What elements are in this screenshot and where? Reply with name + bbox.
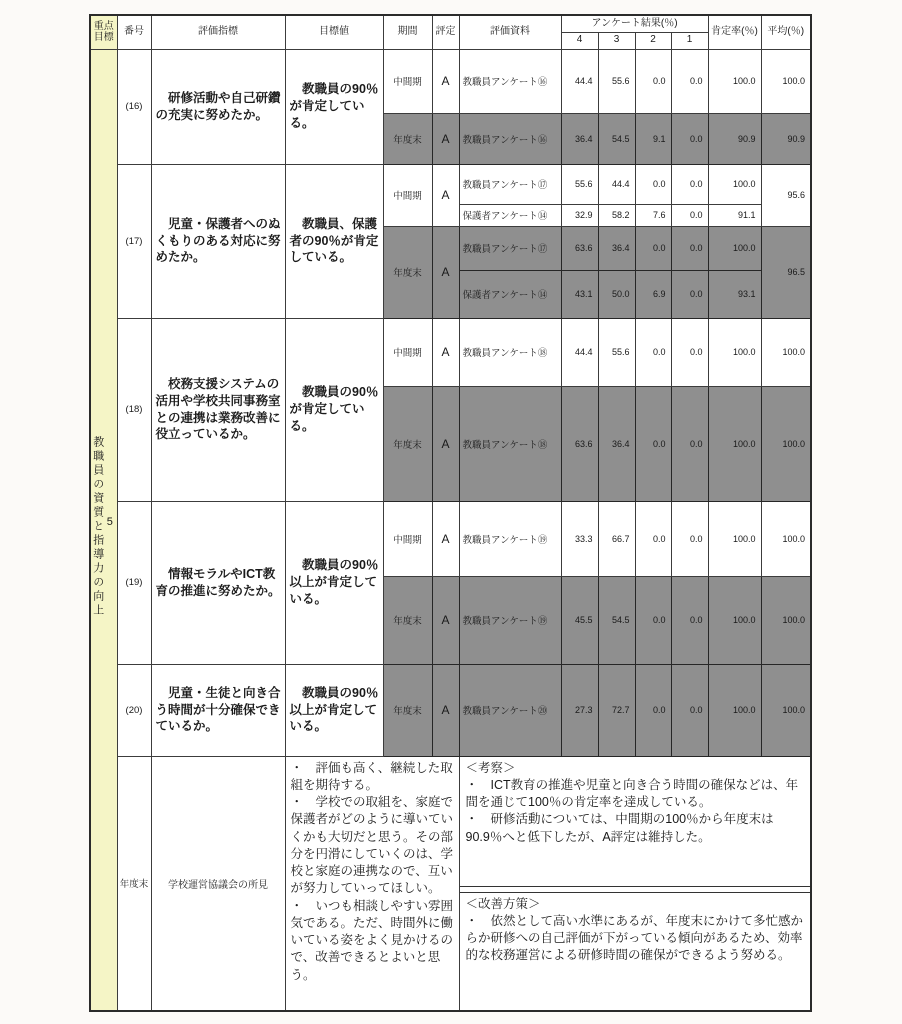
header-scale-1: 1: [671, 32, 708, 49]
row-17-end-parent-v4: 43.1: [561, 270, 598, 318]
row-18-mid-positive: 100.0: [708, 318, 761, 386]
row-18-end-material: 教職員アンケート⑱: [459, 386, 561, 501]
row-19-mid-period: 中間期: [383, 501, 432, 576]
improvement-title: ＜改善方策＞: [465, 896, 541, 911]
goal-text: 教職員の資質と指導力の向上: [91, 436, 104, 618]
analysis-cell: [459, 756, 811, 1011]
row-20-end-v3: 72.7: [598, 664, 635, 756]
evaluation-sheet: [89, 14, 812, 1012]
row-17-mid-staff-v1: 0.0: [671, 164, 708, 204]
row-18-end-v3: 36.4: [598, 386, 635, 501]
header-material: 評価資料: [459, 15, 561, 49]
footer-period: 年度末: [117, 756, 151, 1011]
row-19-end-period: 年度末: [383, 576, 432, 664]
row-17-end-average: 96.5: [761, 226, 811, 318]
row-17-end-staff-positive: 100.0: [708, 226, 761, 270]
row-19-mid-rating: A: [432, 501, 459, 576]
header-priority-goal: [90, 15, 117, 49]
row-16-mid-positive: 100.0: [708, 49, 761, 113]
row-16-target: 教職員の90％が肯定している。: [285, 49, 383, 164]
row-19-indicator: 情報モラルやICT教育の推進に努めたか。: [151, 501, 285, 664]
row-16-mid-rating: A: [432, 49, 459, 113]
row-20-end-v1: 0.0: [671, 664, 708, 756]
footer-row: [90, 756, 811, 1011]
row-16-end-material: 教職員アンケート⑯: [459, 113, 561, 164]
row-16-mid-average: 100.0: [761, 49, 811, 113]
row-18-end-v2: 0.0: [635, 386, 671, 501]
row-16-mid-material: 教職員アンケート⑯: [459, 49, 561, 113]
header-survey-result: アンケート結果(％): [561, 15, 708, 32]
row-17-end-parent-positive: 93.1: [708, 270, 761, 318]
row-19-mid-average: 100.0: [761, 501, 811, 576]
row-20-target: 教職員の90％以上が肯定している。: [285, 664, 383, 756]
row-16-end-rating: A: [432, 113, 459, 164]
row-17-mid-parent-v4: 32.9: [561, 204, 598, 226]
row-18-end-rating: A: [432, 386, 459, 501]
row-16-end-v2: 9.1: [635, 113, 671, 164]
row-19-mid-positive: 100.0: [708, 501, 761, 576]
row-19-mid-v1: 0.0: [671, 501, 708, 576]
row-17-mid-parent-material: 保護者アンケート⑭: [459, 204, 561, 226]
row-17-mid-staff-v2: 0.0: [635, 164, 671, 204]
row-18-end-v1: 0.0: [671, 386, 708, 501]
row-17-mid-parent-v1: 0.0: [671, 204, 708, 226]
header-scale-2: 2: [635, 32, 671, 49]
row-17-mid-staff-v3: 44.4: [598, 164, 635, 204]
row-19-midterm: [90, 501, 811, 576]
row-18-mid-v4: 44.4: [561, 318, 598, 386]
row-17-mid-rating: A: [432, 164, 459, 226]
row-19-target: 教職員の90％以上が肯定している。: [285, 501, 383, 664]
row-17-end-rating: A: [432, 226, 459, 318]
row-17-end-parent-v3: 50.0: [598, 270, 635, 318]
header-number: 番号: [117, 15, 151, 49]
row-19-end-rating: A: [432, 576, 459, 664]
row-17-mid-average: 95.6: [761, 164, 811, 226]
evaluation-table: [89, 14, 812, 1012]
row-19-end-v4: 45.5: [561, 576, 598, 664]
council-opinion-3: ・ いつも相談しやすい雰囲気である。ただ、時間外に働いている姿をよく見かけるので、改善できるとよいと思う。: [290, 898, 454, 982]
row-16-end-v3: 54.5: [598, 113, 635, 164]
improvement-item-1: ・ 依然として高い水準にあるが、年度末にかけて多忙感からか研修への自己評価が下がっている傾向があるため、効率的な校務運営による研修時間の確保ができるよう努める。: [465, 913, 804, 963]
consideration-box: [460, 757, 811, 887]
row-17-mid-staff-v4: 55.6: [561, 164, 598, 204]
improvement-box: [460, 892, 811, 1010]
row-20-yearend: [90, 664, 811, 756]
row-19-mid-v2: 0.0: [635, 501, 671, 576]
row-19-mid-material: 教職員アンケート⑲: [459, 501, 561, 576]
row-17-end-staff-v2: 0.0: [635, 226, 671, 270]
row-19-end-average: 100.0: [761, 576, 811, 664]
header-rating: 評定: [432, 15, 459, 49]
consideration-item-2: ・ 研修活動については、中間期の100％から年度末は90.9％へと低下したが、A評定は維持した。: [465, 812, 774, 844]
row-20-number: (20): [117, 664, 151, 756]
row-16-end-positive: 90.9: [708, 113, 761, 164]
row-16-end-average: 90.9: [761, 113, 811, 164]
row-19-mid-v3: 66.7: [598, 501, 635, 576]
row-17-indicator: 児童・保護者へのぬくもりのある対応に努めたか。: [151, 164, 285, 318]
row-20-indicator: 児童・生徒と向き合う時間が十分確保できているか。: [151, 664, 285, 756]
row-17-mid-period: 中間期: [383, 164, 432, 226]
row-17-mid-staff-material: 教職員アンケート⑰: [459, 164, 561, 204]
row-19-mid-v4: 33.3: [561, 501, 598, 576]
row-18-mid-v2: 0.0: [635, 318, 671, 386]
row-17-mid-staff-positive: 100.0: [708, 164, 761, 204]
row-19-end-v3: 54.5: [598, 576, 635, 664]
row-16-end-period: 年度末: [383, 113, 432, 164]
header-scale-3: 3: [598, 32, 635, 49]
row-17-end-staff-v4: 63.6: [561, 226, 598, 270]
row-17-end-parent-material: 保護者アンケート⑭: [459, 270, 561, 318]
row-18-end-average: 100.0: [761, 386, 811, 501]
consideration-item-1: ・ ICT教育の推進や児童と向き合う時間の確保などは、年間を通じて100％の肯定率を達成している。: [465, 777, 799, 809]
row-18-mid-v1: 0.0: [671, 318, 708, 386]
priority-goal-vertical-text: [92, 436, 116, 618]
row-17-end-staff-v3: 36.4: [598, 226, 635, 270]
row-17-number: (17): [117, 164, 151, 318]
row-18-end-positive: 100.0: [708, 386, 761, 501]
row-17-end-period: 年度末: [383, 226, 432, 318]
row-20-end-material: 教職員アンケート⑳: [459, 664, 561, 756]
row-16-end-v4: 36.4: [561, 113, 598, 164]
row-17-end-parent-v2: 6.9: [635, 270, 671, 318]
footer-source: 学校運営協議会の所見: [151, 756, 285, 1011]
row-19-number: (19): [117, 501, 151, 664]
row-16-end-v1: 0.0: [671, 113, 708, 164]
header-average: 平均(％): [761, 15, 811, 49]
row-19-end-v1: 0.0: [671, 576, 708, 664]
row-18-mid-v3: 55.6: [598, 318, 635, 386]
row-20-end-period: 年度末: [383, 664, 432, 756]
row-17-midterm-staff: [90, 164, 811, 204]
priority-goal-cell: [90, 49, 117, 1011]
row-16-mid-v1: 0.0: [671, 49, 708, 113]
row-16-mid-v2: 0.0: [635, 49, 671, 113]
council-opinion-1: ・ 評価も高く、継続した取組を期待する。: [290, 760, 453, 792]
row-18-end-period: 年度末: [383, 386, 432, 501]
council-opinion-2: ・ 学校での取組を、家庭で保護者がどのように導いていくかも大切だと思う。その部分を円滑にしていくのは、学校と家庭の連携なので、互いが努力していってほしい。: [290, 795, 454, 896]
row-18-mid-material: 教職員アンケート⑱: [459, 318, 561, 386]
row-20-end-rating: A: [432, 664, 459, 756]
row-20-end-v2: 0.0: [635, 664, 671, 756]
row-16-midterm: [90, 49, 811, 113]
row-20-end-average: 100.0: [761, 664, 811, 756]
row-17-end-parent-v1: 0.0: [671, 270, 708, 318]
header-priority-goal-line1: 重点: [93, 20, 114, 32]
row-16-mid-v4: 44.4: [561, 49, 598, 113]
row-18-mid-rating: A: [432, 318, 459, 386]
row-18-target: 教職員の90％が肯定している。: [285, 318, 383, 501]
row-18-number: (18): [117, 318, 151, 501]
row-17-mid-parent-v2: 7.6: [635, 204, 671, 226]
row-16-number: (16): [117, 49, 151, 164]
consideration-title: ＜考察＞: [465, 760, 516, 775]
row-17-target: 教職員、保護者の90％が肯定している。: [285, 164, 383, 318]
header-row-1: [90, 15, 811, 32]
row-16-mid-v3: 55.6: [598, 49, 635, 113]
header-target: 目標値: [285, 15, 383, 49]
row-17-end-staff-v1: 0.0: [671, 226, 708, 270]
row-17-end-staff-material: 教職員アンケート⑰: [459, 226, 561, 270]
header-period: 期間: [383, 15, 432, 49]
row-18-mid-period: 中間期: [383, 318, 432, 386]
row-20-end-v4: 27.3: [561, 664, 598, 756]
row-20-end-positive: 100.0: [708, 664, 761, 756]
row-18-mid-average: 100.0: [761, 318, 811, 386]
goal-number: 5: [103, 515, 116, 531]
header-indicator: 評価指標: [151, 15, 285, 49]
row-17-mid-parent-positive: 91.1: [708, 204, 761, 226]
row-18-end-v4: 63.6: [561, 386, 598, 501]
row-16-mid-period: 中間期: [383, 49, 432, 113]
council-opinion-cell: [285, 756, 459, 1011]
row-18-midterm: [90, 318, 811, 386]
header-priority-goal-line2: 目標: [93, 32, 114, 44]
header-scale-4: 4: [561, 32, 598, 49]
row-16-indicator: 研修活動や自己研鑽の充実に努めたか。: [151, 49, 285, 164]
header-positive-rate: 肯定率(％): [708, 15, 761, 49]
row-17-mid-parent-v3: 58.2: [598, 204, 635, 226]
row-19-end-positive: 100.0: [708, 576, 761, 664]
row-19-end-material: 教職員アンケート⑲: [459, 576, 561, 664]
row-19-end-v2: 0.0: [635, 576, 671, 664]
row-18-indicator: 校務支援システムの活用や学校共同事務室との連携は業務改善に役立っているか。: [151, 318, 285, 501]
